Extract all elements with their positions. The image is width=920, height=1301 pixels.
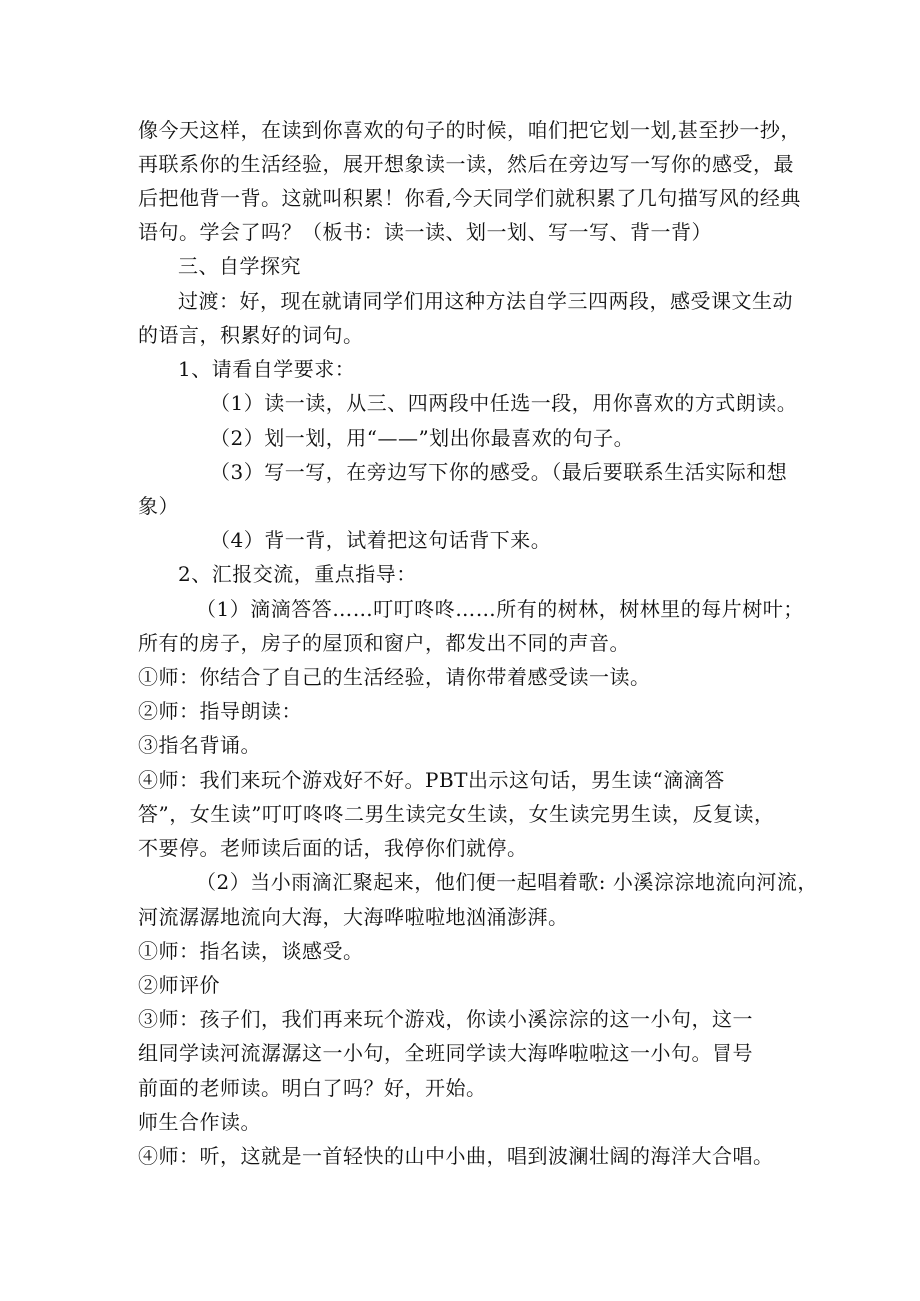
list-item: （2）划一划，用“——”划出你最喜欢的句子。 — [210, 426, 635, 450]
text-line: （1）滴滴答答……叮叮咚咚……所有的树林，树林里的每片树叶； — [196, 597, 804, 621]
text-line: ②师评价 — [138, 973, 220, 997]
text-line: 河流潺潺地流向大海，大海哗啦啦地汹涌澎湃。 — [138, 905, 569, 929]
text-line: 后把他背一背。这就叫积累！你看,今天同学们就积累了几句描写风的经典 — [138, 186, 801, 210]
text-line: （2）当小雨滴汇聚起来，他们便一起唱着歌: 小溪淙淙地流向河流， — [196, 870, 818, 894]
text-line: 前面的老师读。明白了吗？好，开始。 — [138, 1076, 487, 1100]
text-line: ③师：孩子们，我们再来玩个游戏，你读小溪淙淙的这一小句，这一 — [138, 1007, 753, 1031]
text-line: 所有的房子，房子的屋顶和窗户，都发出不同的声音。 — [138, 631, 630, 655]
text-line: 的语言，积累好的词句。 — [138, 323, 364, 347]
text-line: 组同学读河流潺潺这一小句，全班同学读大海哗啦啦这一小句。冒号 — [138, 1041, 753, 1065]
text-line: 再联系你的生活经验，展开想象读一读，然后在旁边写一写你的感受，最 — [138, 152, 794, 176]
text-line: 师生合作读。 — [138, 1110, 261, 1134]
text-line: ④师：听，这就是一首轻快的山中小曲，唱到波澜壮阔的海洋大合唱。 — [138, 1144, 774, 1168]
text-line: 1、请看自学要求： — [178, 357, 356, 381]
text-line: ②师：指导朗读： — [138, 699, 302, 723]
text-line: 过渡：好，现在就请同学们用这种方法自学三四两段，感受课文生动 — [178, 289, 793, 313]
text-line: ①师：你结合了自己的生活经验，请你带着感受读一读。 — [138, 665, 651, 689]
text-line: 像今天这样，在读到你喜欢的句子的时候，咱们把它划一划,甚至抄一抄， — [138, 118, 801, 142]
text-line: ④师：我们来玩个游戏好不好。PBT出示这句话，男生读“滴滴答 — [138, 768, 725, 792]
section-heading: 三、自学探究 — [178, 254, 301, 278]
text-line: ①师：指名读，谈感受。 — [138, 939, 364, 963]
list-item: （4）背一背，试着把这句话背下来。 — [210, 528, 552, 552]
list-item: （1）读一读，从三、四两段中任选一段，用你喜欢的方式朗读。 — [210, 391, 798, 415]
text-line: 答”，女生读”叮叮咚咚二男生读完女生读，女生读完男生读，反复读， — [138, 802, 775, 826]
text-line: 语句。学会了吗？（板书：读一读、划一划、写一写、背一背） — [138, 220, 712, 244]
text-line: ③指名背诵。 — [138, 733, 261, 757]
text-line: 象） — [138, 494, 179, 518]
list-item: （3）写一写，在旁边写下你的感受。（最后要联系生活实际和想 — [210, 460, 788, 484]
text-line: 2、汇报交流，重点指导： — [178, 562, 417, 586]
text-line: 不要停。老师读后面的话，我停你们就停。 — [138, 836, 528, 860]
